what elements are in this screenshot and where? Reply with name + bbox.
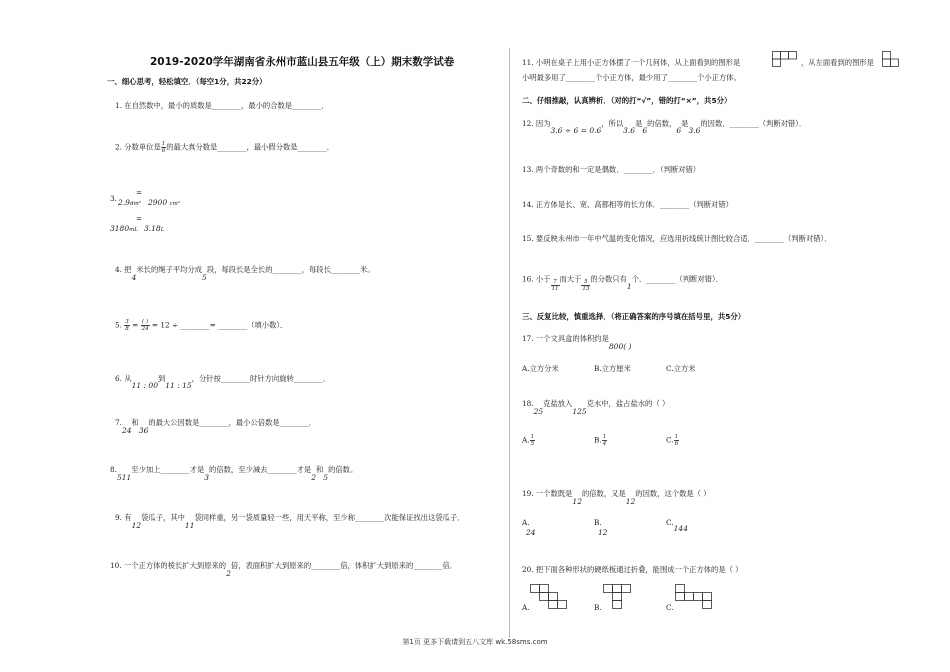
fraction: $\frac{1}{6}$ xyxy=(161,141,166,154)
question-9: 9. 有12袋瓜子，其中11袋同样重，另一袋质量轻一些，用天平称，至少称________次能保证找出这袋瓜子． xyxy=(115,513,465,530)
question-19: 19. 一个数既是12的倍数，又是12的因数，这个数是（ ） xyxy=(522,489,711,506)
q20-net-c-icon xyxy=(675,584,715,610)
left-view-icon xyxy=(882,51,906,67)
column-divider xyxy=(509,48,510,638)
q20-option-c[interactable]: C. xyxy=(666,603,674,612)
q19-option-b[interactable]: B. 12 xyxy=(594,518,608,537)
question-16: 16. 小于 $\frac{7}{11}$ 而大于 $\frac{5}{13}$ 的分数只有1个．________（判断对错）． xyxy=(522,274,723,292)
question-15: 15. 要反映永州市一年中气温的变化情况，应选用折线统计图比较合适．________（判断对错）． xyxy=(522,234,832,243)
q20-net-a-icon xyxy=(530,584,574,610)
q17-option-a[interactable]: A.立方分米 xyxy=(522,364,559,373)
question-8: 8.511至少加上________才是3的倍数，至少减去________才是2和5的倍数。 xyxy=(110,465,358,482)
q19-option-a[interactable]: A. 24 xyxy=(522,518,536,537)
q20-net-b-icon xyxy=(603,584,633,610)
q20-option-b[interactable]: B. xyxy=(594,603,602,612)
question-20: 20. 把下面各种形状的硬纸板通过折叠，能围成一个正方体的是（ ） xyxy=(522,565,743,574)
section-3-heading: 三、反复比较，慎重选择．（将正确答案的序号填在括号里，共5分） xyxy=(522,312,746,321)
question-18: 18.25克盐放入125克水中，盐占盐水的（ ） xyxy=(522,399,670,416)
section-2-heading: 二、仔细推敲，认真辨析．（对的打“√”，错的打“×”，共5分） xyxy=(522,96,732,105)
q18-option-c[interactable]: C. $\frac{1}{6}$ xyxy=(666,434,679,447)
q17-option-c[interactable]: C.立方米 xyxy=(666,364,696,373)
question-1: 1. 在自然数中，最小的质数是________，最小的合数是________． xyxy=(115,101,329,110)
question-10: 10. 一个正方体的棱长扩大到原来的2倍，表面积扩大到原来的________倍，体积扩大到原来的________倍． xyxy=(110,561,458,578)
top-view-icon xyxy=(772,51,798,67)
question-6: 6. 从11 : 00到11 : 15，分针按________时针方向旋转________． xyxy=(115,374,331,390)
q17-option-b[interactable]: B.立方厘米 xyxy=(594,364,631,373)
question-11: 11. 小明在桌子上用小正方体摆了一个几何体，从上面看到的图形是 ，从左面看到的图形是 小明最多用了________个小正方体，最少用了________个小正方体。 xyxy=(522,58,922,88)
question-14: 14. 正方体是长、宽、高都相等的长方体．________（判断对错） xyxy=(522,200,733,209)
question-13: 13. 两个奇数的和一定是偶数．________．（判断对错） xyxy=(522,165,701,174)
question-7: 7.24和36的最大公因数是________，最小公倍数是________． xyxy=(115,418,317,435)
q18-option-b[interactable]: B. $\frac{1}{4}$ xyxy=(594,434,607,447)
question-2: 2. 分数单位是 $\frac{1}{6}$ 的最大真分数是________，最小假分数是________． xyxy=(115,141,335,154)
q18-option-a[interactable]: A. $\frac{1}{5}$ xyxy=(522,434,535,447)
page-title: 2019-2020学年湖南省永州市蓝山县五年级（上）期末数学试卷 xyxy=(150,56,455,68)
page-footer: 第1页 更多下载请到五八文库 wk.58sms.com xyxy=(402,638,548,646)
question-4: 4. 把4米长的绳子平均分成5段，每段长是全长的________，每段长________米。 xyxy=(115,265,375,282)
question-17: 17. 一个文具盒的体积约是800( ) xyxy=(522,334,632,351)
question-5: 5. $\frac{3}{8}$ = $\frac{( )}{24}$ = 12 ÷ ________= ________（填小数）． xyxy=(115,319,288,332)
question-12: 12. 因为3.6 ÷ 6 = 0.6，所以3.6是6的倍数，6是3.6的因数．________（判断对错）． xyxy=(522,119,807,135)
question-3: 3. 2.9dm³ = 2900 cm³ 3180mL = 3.18L xyxy=(110,188,180,233)
q20-option-a[interactable]: A. xyxy=(522,603,530,612)
q19-option-c[interactable]: C.144 xyxy=(666,518,688,533)
section-1-heading: 一、细心思考，轻松填空．（每空1分，共22分） xyxy=(107,77,267,86)
